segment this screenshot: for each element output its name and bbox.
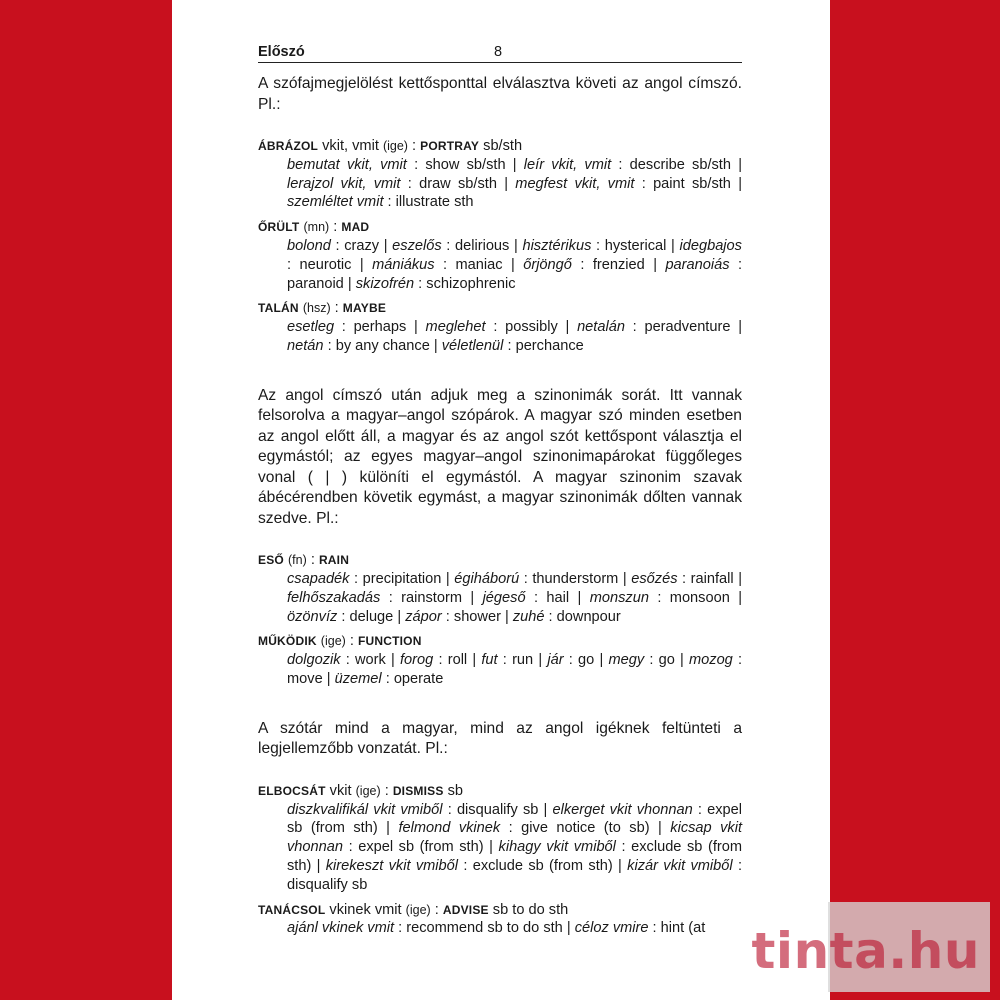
english-synonym: perhaps bbox=[353, 319, 407, 336]
synonym-pair: netán : by any chance bbox=[287, 337, 430, 354]
entry-group-2 bbox=[258, 551, 742, 689]
english-synonym: roll bbox=[447, 652, 468, 669]
english-synonym: deluge bbox=[349, 608, 394, 625]
synonym-pair: paranoiás : paranoid bbox=[287, 256, 743, 292]
english-synonym: show sb/sth bbox=[425, 156, 506, 173]
intro-paragraph-2: Az angol címszó után adjuk meg a szinonimák sorát. Itt vannak felsorolva a magyar–angol szópárok. A magyar szó minden esetben az angol előtt áll, a magyar és az angol szót kettőspont választja el egymástól; az egyes magyar–angol szinonimapárokat függőleges vonal ( | ) különíti el egymástól. A magyar szinonim szavak ábécérendben követik egymást, a magyar szinonimák dőlten vannak szedve. Pl.: bbox=[258, 386, 742, 527]
english-headword: MAD bbox=[341, 220, 370, 235]
synonym-pair: meglehet : possibly bbox=[425, 319, 558, 336]
hungarian-synonym: üzemel bbox=[334, 671, 382, 688]
hungarian-synonym: csapadék bbox=[287, 571, 350, 588]
english-synonym: expel sb (from sth) bbox=[358, 839, 484, 856]
hungarian-synonym: özönvíz bbox=[287, 608, 338, 625]
english-synonym: hail bbox=[546, 589, 570, 606]
synonym-pair: megfest vkit, vmit : paint sb/sth bbox=[515, 175, 731, 192]
english-synonym: give notice (to sb) bbox=[521, 820, 650, 837]
synonym-pair: zápor : shower bbox=[405, 608, 501, 625]
english-headword: MAYBE bbox=[342, 301, 387, 316]
english-synonym: thunderstorm bbox=[532, 571, 619, 588]
hungarian-synonym: lerajzol vkit, vmit bbox=[287, 175, 401, 192]
hungarian-synonym: égiháború bbox=[454, 571, 520, 588]
english-synonym: draw sb/sth bbox=[419, 175, 497, 192]
synonym-pair: bemutat vkit, vmit : show sb/sth bbox=[287, 156, 506, 173]
english-synonym: recommend sb to do sth bbox=[406, 920, 563, 937]
headword: ELBOCSÁT bbox=[258, 783, 326, 798]
synonym-pair: leír vkit, vmit : describe sb/sth bbox=[523, 156, 731, 173]
synonym-list: dolgozik : work | forog : roll | fut : run | jár : go | megy : go | mozog : move | üzemel : operate bbox=[287, 652, 743, 688]
headword-complement: vkinek vmit bbox=[325, 901, 402, 918]
entry-group-1 bbox=[258, 137, 742, 356]
english-synonym: neurotic bbox=[299, 256, 352, 273]
part-of-speech: (ige) bbox=[405, 902, 431, 917]
synonym-pair: hisztérikus : hysterical bbox=[522, 237, 667, 254]
hungarian-synonym: jégeső bbox=[482, 589, 526, 606]
synonym-list: esetleg : perhaps | meglehet : possibly | netalán : peradventure | netán : by any chance | véletlenül : perchance bbox=[287, 319, 742, 354]
hungarian-synonym: fut bbox=[481, 652, 498, 669]
english-headword: ADVISE bbox=[442, 902, 489, 917]
english-headword: PORTRAY bbox=[420, 139, 480, 153]
synonym-pair: jégeső : hail bbox=[482, 589, 570, 606]
synonym-pair: ajánl vkinek vmit : recommend sb to do sth bbox=[287, 920, 563, 937]
english-synonym: maniac bbox=[455, 256, 503, 273]
dictionary-entry bbox=[258, 901, 742, 939]
english-synonym: precipitation bbox=[362, 571, 442, 588]
english-synonym: rainfall bbox=[690, 571, 734, 588]
english-synonym: perchance bbox=[515, 337, 584, 354]
english-synonym: by any chance bbox=[335, 337, 430, 354]
english-synonym: shower bbox=[453, 608, 501, 625]
synonym-list: bemutat vkit, vmit : show sb/sth | leír vkit, vmit : describe sb/sth | lerajzol vkit, vmit : draw sb/sth | megfest vkit, vmit : paint sb/sth | szemléltet vmit : illustrate sth bbox=[287, 156, 742, 211]
english-synonym: peradventure bbox=[644, 319, 731, 336]
synonym-list: csapadék : precipitation | égiháború : thunderstorm | esőzés : rainfall | felhőszakadás : rainstorm | jégeső : hail | monszun : monsoon | özönvíz : deluge | zápor : shower | zuhé : downpour bbox=[287, 571, 743, 625]
synonym-pair: megy : go bbox=[608, 652, 675, 669]
hungarian-synonym: skizofrén bbox=[355, 275, 415, 292]
hungarian-synonym: eszelős bbox=[392, 237, 442, 254]
english-headword: DISMISS bbox=[392, 783, 444, 798]
hungarian-synonym: véletlenül bbox=[441, 337, 504, 354]
synonym-pair: monszun : monsoon bbox=[589, 589, 730, 606]
english-synonym: disqualify sb bbox=[456, 801, 539, 818]
synonym-pair: véletlenül : perchance bbox=[441, 337, 584, 354]
english-synonym: delirious bbox=[455, 237, 510, 254]
hungarian-synonym: dolgozik bbox=[287, 652, 341, 669]
english-synonym: go bbox=[578, 652, 595, 669]
synonym-pair: felmond vkinek : give notice (to sb) bbox=[398, 820, 650, 837]
headword: TANÁCSOL bbox=[258, 902, 326, 917]
hungarian-synonym: kizár vkit vmiből bbox=[627, 858, 733, 875]
book-page bbox=[172, 0, 830, 1000]
english-synonym: run bbox=[512, 652, 534, 669]
hungarian-synonym: netán bbox=[287, 337, 324, 354]
synonym-pair: csapadék : precipitation bbox=[287, 571, 442, 588]
intro-paragraph-3: A szótár mind a magyar, mind az angol igéknek feltünteti a legjellemzőbb vonzatát. Pl.: bbox=[258, 719, 742, 758]
english-synonym: hint (at bbox=[660, 920, 706, 937]
english-synonym: disqualify sb bbox=[287, 876, 368, 893]
hungarian-synonym: leír vkit, vmit bbox=[523, 156, 612, 173]
synonym-pair: felhőszakadás : rainstorm bbox=[287, 589, 462, 606]
english-headword: FUNCTION bbox=[357, 634, 422, 649]
english-synonym: rainstorm bbox=[401, 589, 462, 606]
english-synonym: hysterical bbox=[604, 237, 667, 254]
entry-headline: ESŐ (fn) : RAIN bbox=[258, 552, 350, 569]
synonym-list: ajánl vkinek vmit : recommend sb to do sth | céloz vmire : hint (at bbox=[287, 920, 706, 937]
synonym-list: bolond : crazy | eszelős : delirious | hisztérikus : hysterical | idegbajos : neurotic | mániákus : maniac | őrjöngő : frenzied | paranoiás : paranoid | skizofrén : schizophrenic bbox=[287, 237, 743, 292]
synonym-pair: mániákus : maniac bbox=[372, 256, 503, 273]
synonym-pair: eszelős : delirious bbox=[392, 237, 510, 254]
hungarian-synonym: kicsap vkit vhonnan bbox=[287, 820, 743, 856]
english-headword-complement: sb bbox=[443, 782, 464, 799]
page-number: 8 bbox=[494, 44, 503, 61]
synonym-pair: jár : go bbox=[547, 652, 595, 669]
synonym-pair: kihagy vkit vmiből : exclude sb (from sth) bbox=[287, 839, 743, 875]
entry-headline: TALÁN (hsz) : MAYBE bbox=[258, 300, 387, 317]
headword: TALÁN bbox=[258, 301, 299, 316]
synonym-pair: lerajzol vkit, vmit : draw sb/sth bbox=[287, 175, 497, 192]
hungarian-synonym: megy bbox=[608, 652, 645, 669]
entry-headline: ÁBRÁZOL vkit, vmit (ige) : PORTRAY sb/sth bbox=[258, 138, 523, 154]
english-synonym: illustrate sth bbox=[395, 194, 474, 211]
hungarian-synonym: zápor bbox=[405, 608, 442, 625]
headword-complement: vkit bbox=[325, 782, 352, 799]
synonym-pair: égiháború : thunderstorm bbox=[454, 571, 619, 588]
synonym-pair: idegbajos : neurotic bbox=[287, 237, 742, 273]
hungarian-synonym: bolond bbox=[287, 237, 331, 254]
dictionary-entry bbox=[258, 299, 742, 355]
part-of-speech: (hsz) bbox=[302, 301, 331, 316]
hungarian-synonym: hisztérikus bbox=[522, 237, 592, 254]
synonym-pair: dolgozik : work bbox=[287, 652, 386, 669]
headword-complement: vkit, vmit bbox=[318, 138, 379, 154]
synonym-pair: fut : run bbox=[481, 652, 534, 669]
english-synonym: schizophrenic bbox=[426, 275, 516, 292]
synonym-pair: diszkvalifikál vkit vmiből : disqualify sb bbox=[287, 801, 539, 818]
part-of-speech: (ige) bbox=[382, 139, 408, 153]
entry-headline: TANÁCSOL vkinek vmit (ige) : ADVISE sb to do sth bbox=[258, 901, 569, 918]
part-of-speech: (fn) bbox=[288, 553, 307, 568]
english-synonym: frenzied bbox=[592, 256, 645, 273]
hungarian-synonym: zuhé bbox=[512, 608, 545, 625]
synonym-pair: netalán : peradventure bbox=[577, 319, 731, 336]
english-synonym: operate bbox=[393, 671, 444, 688]
synonym-pair: elkerget vkit vhonnan : expel sb (from sth) bbox=[287, 801, 743, 837]
hungarian-synonym: őrjöngő bbox=[523, 256, 572, 273]
hungarian-synonym: meglehet bbox=[425, 319, 486, 336]
english-synonym: monsoon bbox=[669, 589, 730, 606]
chapter-title: Előszó bbox=[258, 44, 305, 61]
synonym-pair: forog : roll bbox=[400, 652, 468, 669]
hungarian-synonym: paranoiás bbox=[665, 256, 730, 273]
synonym-pair: özönvíz : deluge bbox=[287, 608, 394, 625]
english-synonym: move bbox=[287, 671, 323, 688]
synonym-pair: kirekeszt vkit vmiből : exclude sb (from sth) bbox=[325, 858, 613, 875]
synonym-pair: céloz vmire : hint (at bbox=[574, 920, 706, 937]
hungarian-synonym: elkerget vkit vhonnan bbox=[552, 801, 693, 818]
headword: ESŐ bbox=[258, 553, 284, 568]
dictionary-entry bbox=[258, 782, 742, 895]
dictionary-entry bbox=[258, 218, 742, 293]
english-synonym: downpour bbox=[556, 608, 621, 625]
hungarian-synonym: kirekeszt vkit vmiből bbox=[325, 858, 459, 875]
synonym-pair: szemléltet vmit : illustrate sth bbox=[287, 194, 474, 211]
hungarian-synonym: esetleg bbox=[287, 319, 335, 336]
dictionary-entry bbox=[258, 137, 742, 212]
synonym-list: diszkvalifikál vkit vmiből : disqualify sb | elkerget vkit vhonnan : expel sb (from sth) | felmond vkinek : give notice (to sb) | kicsap vkit vhonnan : expel sb (from sth) | kihagy vkit vmiből : exclude sb (from sth) | kirekeszt vkit vmiből : exclude sb (from sth) | kizár vkit vmiből : disqualify sb bbox=[287, 801, 743, 893]
hungarian-synonym: monszun bbox=[589, 589, 649, 606]
hungarian-synonym: mozog bbox=[689, 652, 733, 669]
hungarian-synonym: kihagy vkit vmiből bbox=[498, 839, 616, 856]
hungarian-synonym: szemléltet vmit bbox=[287, 194, 384, 211]
synonym-pair: őrjöngő : frenzied bbox=[523, 256, 645, 273]
entry-headline: MŰKÖDIK (ige) : FUNCTION bbox=[258, 633, 422, 650]
english-synonym: exclude sb (from sth) bbox=[472, 858, 613, 875]
hungarian-synonym: céloz vmire bbox=[574, 920, 649, 937]
part-of-speech: (ige) bbox=[355, 783, 381, 798]
hungarian-synonym: idegbajos bbox=[679, 237, 742, 254]
hungarian-synonym: felmond vkinek bbox=[398, 820, 501, 837]
running-header bbox=[258, 40, 742, 63]
english-synonym: exclude sb (from sth) bbox=[287, 839, 743, 875]
watermark-logo: tinta.hu bbox=[751, 922, 980, 980]
entry-headline: ŐRÜLT (mn) : MAD bbox=[258, 219, 370, 236]
hungarian-synonym: forog bbox=[400, 652, 434, 669]
english-synonym: crazy bbox=[344, 237, 380, 254]
part-of-speech: (ige) bbox=[320, 634, 346, 649]
synonym-pair: mozog : move bbox=[287, 652, 743, 688]
synonym-pair: skizofrén : schizophrenic bbox=[355, 275, 516, 292]
headword: MŰKÖDIK bbox=[258, 634, 317, 649]
synonym-pair: kizár vkit vmiből : disqualify sb bbox=[287, 858, 743, 893]
english-synonym: go bbox=[658, 652, 675, 669]
english-synonym: paranoid bbox=[287, 275, 344, 292]
entry-group-3 bbox=[258, 782, 742, 938]
hungarian-synonym: netalán bbox=[577, 319, 625, 336]
english-synonym: expel sb (from sth) bbox=[287, 801, 743, 837]
hungarian-synonym: megfest vkit, vmit bbox=[515, 175, 635, 192]
dictionary-entry bbox=[258, 551, 742, 626]
synonym-pair: zuhé : downpour bbox=[512, 608, 621, 625]
english-headword-complement: sb/sth bbox=[479, 138, 523, 154]
english-headword: RAIN bbox=[318, 553, 350, 568]
english-synonym: possibly bbox=[505, 319, 558, 336]
synonym-pair: bolond : crazy bbox=[287, 237, 380, 254]
english-synonym: describe sb/sth bbox=[629, 156, 731, 173]
hungarian-synonym: esőzés bbox=[631, 571, 678, 588]
hungarian-synonym: diszkvalifikál vkit vmiből bbox=[287, 801, 443, 818]
headword: ÁBRÁZOL bbox=[258, 139, 319, 153]
synonym-pair: üzemel : operate bbox=[334, 671, 444, 688]
intro-paragraph-1: A szófajmegjelölést kettősponttal elválasztva követi az angol címszó. Pl.: bbox=[258, 75, 742, 113]
synonym-pair: kicsap vkit vhonnan : expel sb (from sth) bbox=[287, 820, 743, 856]
part-of-speech: (mn) bbox=[303, 220, 330, 235]
hungarian-synonym: bemutat vkit, vmit bbox=[287, 156, 407, 173]
entry-headline: ELBOCSÁT vkit (ige) : DISMISS sb bbox=[258, 782, 464, 799]
english-synonym: paint sb/sth bbox=[653, 175, 731, 192]
hungarian-synonym: ajánl vkinek vmit bbox=[287, 920, 395, 937]
hungarian-synonym: mániákus bbox=[372, 256, 435, 273]
hungarian-synonym: felhőszakadás bbox=[287, 589, 381, 606]
page-content bbox=[258, 40, 742, 944]
english-synonym: work bbox=[355, 652, 386, 669]
hungarian-synonym: jár bbox=[547, 652, 564, 669]
english-headword-complement: sb to do sth bbox=[488, 901, 569, 918]
headword: ŐRÜLT bbox=[258, 220, 300, 235]
synonym-pair: esőzés : rainfall bbox=[631, 571, 734, 588]
dictionary-entry bbox=[258, 632, 742, 688]
synonym-pair: esetleg : perhaps bbox=[287, 319, 407, 336]
